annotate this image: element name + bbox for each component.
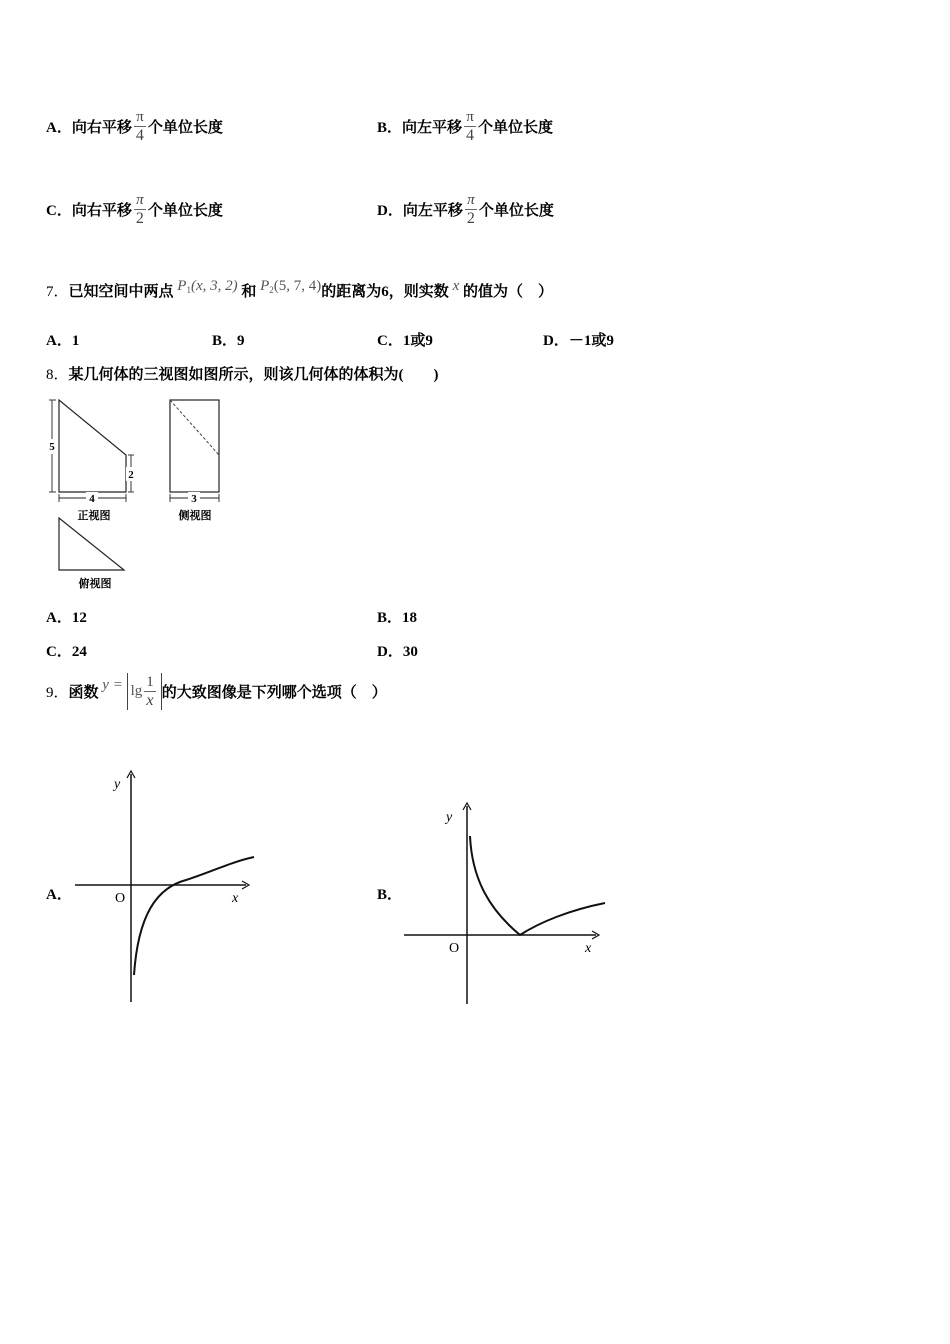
q9-text-a: 函数 bbox=[68, 685, 99, 701]
q8-stem bbox=[46, 363, 439, 384]
option-label: B． bbox=[377, 610, 403, 626]
option-text: 个单位长度 bbox=[478, 203, 554, 219]
option-value: －1或9 bbox=[568, 333, 614, 349]
option-label: D． bbox=[543, 333, 569, 349]
fraction-pi-over-4: $\frac{\pi}{4}$ bbox=[466, 109, 475, 144]
graph-b-curve bbox=[470, 836, 605, 935]
option-text: 向右平移 bbox=[71, 203, 132, 219]
dim-label-front-width: 4 bbox=[89, 493, 95, 505]
question-number: 8． bbox=[46, 367, 69, 383]
q8-option-d[interactable] bbox=[377, 640, 418, 661]
q7-option-a[interactable] bbox=[46, 329, 79, 350]
dim-label-height: 5 bbox=[49, 441, 55, 453]
origin-label: O bbox=[115, 891, 126, 906]
graph-b[interactable] bbox=[400, 800, 610, 1010]
q6-option-b[interactable] bbox=[377, 108, 553, 145]
option-text: 向左平移 bbox=[402, 120, 463, 136]
option-label: A． bbox=[46, 333, 72, 349]
option-value: 30 bbox=[402, 644, 418, 660]
variable-x: x bbox=[452, 278, 460, 294]
fraction-pi-over-4: $\frac{\pi}{4}$ bbox=[135, 109, 144, 144]
q7-conj: 和 bbox=[241, 284, 257, 300]
q8-text: 某几何体的三视图如图所示，则该几何体的体积为( ) bbox=[68, 367, 439, 383]
q9-stem bbox=[46, 673, 387, 710]
three-view-figure bbox=[44, 393, 229, 593]
option-value: 18 bbox=[402, 610, 418, 626]
q6-option-a[interactable] bbox=[46, 108, 223, 145]
formula-y-abs-lg: y = lg $\frac{1}{x}$ bbox=[102, 673, 161, 710]
graph-a-label[interactable]: A． bbox=[46, 887, 72, 903]
option-value: 1或9 bbox=[402, 333, 433, 349]
question-number: 7． bbox=[46, 284, 69, 300]
q7-stem bbox=[46, 280, 553, 301]
y-axis-label: y bbox=[446, 810, 453, 825]
fraction-pi-over-2: $\frac{\pi}{2}$ bbox=[135, 192, 144, 227]
option-label: D． bbox=[377, 203, 403, 219]
option-label: C． bbox=[46, 644, 72, 660]
figure-background bbox=[44, 393, 229, 593]
q8-option-c[interactable] bbox=[46, 640, 87, 661]
q8-option-b[interactable] bbox=[377, 606, 417, 627]
option-label: A． bbox=[46, 120, 72, 136]
option-label: C． bbox=[377, 333, 403, 349]
q6-option-c[interactable] bbox=[46, 191, 223, 228]
q7-text-a: 已知空间中两点 bbox=[68, 284, 174, 300]
option-text: 向左平移 bbox=[402, 203, 463, 219]
graph-a[interactable] bbox=[66, 766, 256, 1006]
q7-option-b[interactable] bbox=[212, 329, 245, 350]
q7-text-c: 的值为（ ） bbox=[462, 284, 553, 300]
front-view-caption: 正视图 bbox=[77, 510, 111, 522]
question-number: 9． bbox=[46, 685, 69, 701]
option-value: 1 bbox=[71, 333, 80, 349]
option-label: B． bbox=[377, 120, 403, 136]
q6-option-d[interactable] bbox=[377, 191, 554, 228]
option-label: B． bbox=[212, 333, 238, 349]
q8-option-a[interactable] bbox=[46, 606, 87, 627]
q7-option-d[interactable] bbox=[543, 329, 614, 350]
option-label: C． bbox=[46, 203, 72, 219]
option-text: 个单位长度 bbox=[147, 203, 223, 219]
x-axis-label: x bbox=[585, 941, 592, 956]
top-view-caption: 俯视图 bbox=[78, 578, 112, 590]
point-p2: $P_2(5$, 7, 4) bbox=[260, 278, 322, 295]
fraction-1-over-x: $\frac{1}{x}$ bbox=[146, 674, 154, 709]
option-value: 24 bbox=[71, 644, 87, 660]
graph-a-curve bbox=[134, 857, 254, 975]
dim-label-short: 2 bbox=[128, 469, 134, 481]
q7-text-b: 的距离为6，则实数 bbox=[321, 284, 449, 300]
option-value: 12 bbox=[71, 610, 87, 626]
absolute-value-bars: lg $\frac{1}{x}$ bbox=[127, 673, 162, 710]
fraction-pi-over-2: $\frac{\pi}{2}$ bbox=[466, 192, 475, 227]
option-value: 9 bbox=[237, 333, 245, 349]
side-view-caption: 侧视图 bbox=[178, 510, 212, 522]
option-text: 个单位长度 bbox=[478, 120, 554, 136]
graph-b-label[interactable]: B． bbox=[377, 887, 403, 903]
y-axis-label: y bbox=[114, 777, 121, 792]
x-axis-label: x bbox=[232, 891, 239, 906]
point-p1: $P_1(x$, 3, 2) bbox=[177, 278, 238, 295]
option-label: D． bbox=[377, 644, 403, 660]
origin-label: O bbox=[449, 941, 460, 956]
option-text: 个单位长度 bbox=[147, 120, 223, 136]
dim-label-side-width: 3 bbox=[191, 493, 197, 505]
q9-text-b: 的大致图像是下列哪个选项（ ） bbox=[161, 685, 387, 701]
option-text: 向右平移 bbox=[71, 120, 132, 136]
q7-option-c[interactable] bbox=[377, 329, 433, 350]
option-label: A． bbox=[46, 610, 72, 626]
